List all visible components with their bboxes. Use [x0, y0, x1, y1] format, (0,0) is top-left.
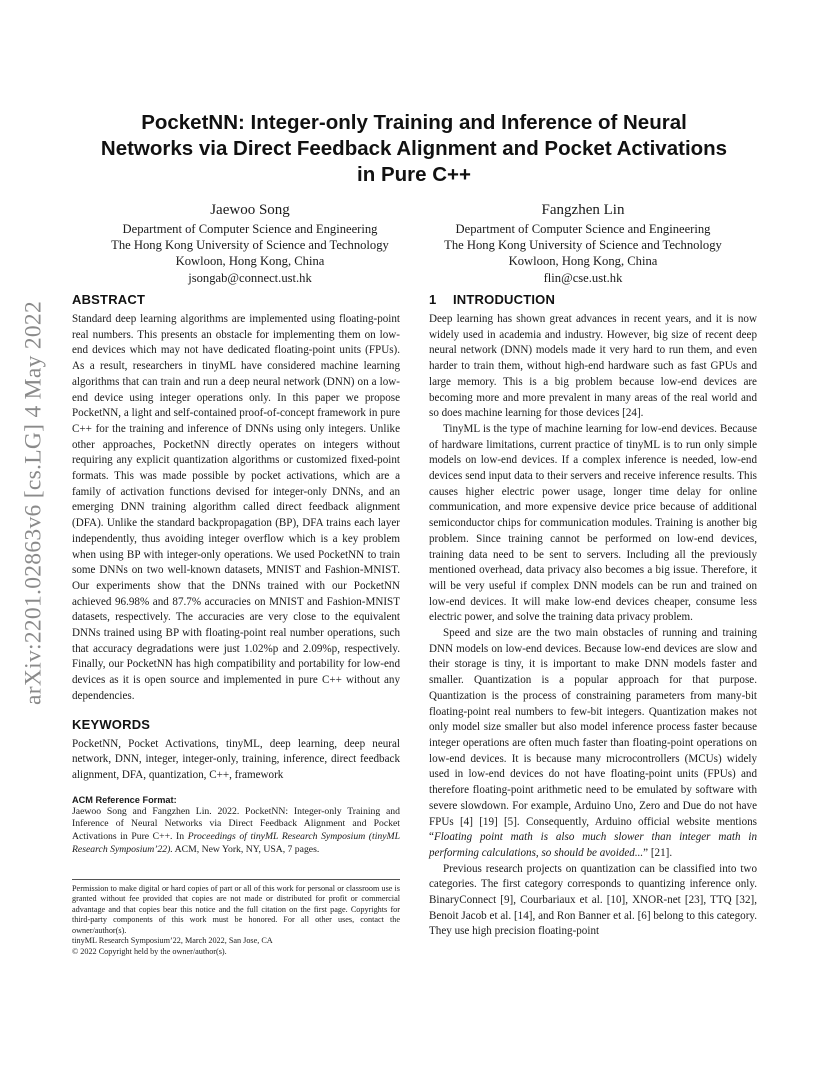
abstract-heading: ABSTRACT	[72, 292, 146, 307]
author-email: flin@cse.ust.hk	[543, 270, 623, 285]
keywords-heading: KEYWORDS	[72, 716, 151, 732]
intro-paragraph-3	[429, 626, 757, 862]
abstract-text: Standard deep learning algorithms are implemented using floating-point real numbers. This presents an obstacle for implementing them on low-end devices which may not have dedicated floating-point units (FPUs). As a result, researchers in tinyML have considered machine learning algorithms that can train and run a deep neural network (DNN) on a low-end device using integer operations only. In this paper we propose PocketNN, a light and self-contained proof-of-concept framework in pure C++ for the training and inference of DNNs using only integers. Unlike other approaches, PocketNN directly operates on integers without requiring any explicit quantization algorithms or customized fixed-point formats. This was made possible by pocket activations, which are a family of activation functions devised for integer-only DNNs, and an emerging DNN training algorithm called direct feedback alignment (DFA). Unlike the standard backpropagation (BP), DFA trains each layer independently, thus avoiding integer overflow which is a key problem when using BP with integer-only operations. We used PocketNN to train some DNNs on two well-known datasets, MNIST and Fashion-MNIST. Our experiments show that the DNNs trained with our PocketNN achieved 96.98% and 87.7% accuracies on MNIST and Fashion-MNIST datasets, respectively. The accuracies are very close to the equivalent DNNs trained using BP with floating-point real number operations, such that accuracy degradations were just 1.02%p and 2.09%p, respectively. Finally, our PocketNN has high compatibility and portability for low-end devices as it is open source and implemented in pure C++ without any dependencies.	[72, 313, 400, 702]
acm-reference-pre: Jaewoo Song and Fangzhen Lin. 2022. PocketNN: Integer-only Training and Inference of Neural Networks via Direct Feedback Alignment and Pocket Activations in Pure C++. In	[72, 805, 400, 843]
permission-notice: Permission to make digital or hard copies of part or all of this work for personal or classroom use is granted without fee provided that copies are not made or distributed for profit or commercial advantage and that copies bear this notice and the full citation on the first page. Copyrights for third-party components of this work must be honored. For all other uses, contact the owner/author(s).	[72, 883, 400, 935]
left-column	[72, 292, 400, 957]
author-name: Jaewoo Song	[210, 202, 290, 218]
author-location: Kowloon, Hong Kong, China	[508, 254, 658, 269]
author-department: Department of Computer Science and Engineering	[122, 222, 378, 236]
author-university: The Hong Kong University of Science and Technology	[444, 238, 722, 253]
acm-reference-heading: ACM Reference Format:	[72, 794, 177, 805]
footnote-divider	[72, 879, 400, 880]
author-location: Kowloon, Hong Kong, China	[175, 254, 325, 269]
right-column	[429, 292, 757, 940]
section-title: INTRODUCTION	[453, 292, 556, 307]
section-heading-introduction	[429, 292, 757, 308]
author-name: Fangzhen Lin	[541, 202, 625, 218]
acm-reference-venue: Proceedings of tinyML Research Symposium (tinyML Research Symposium’22).	[72, 831, 400, 855]
intro-paragraph-3-citation: ” [21].	[643, 846, 673, 859]
arxiv-stamp: arXiv:2201.02863v6 [cs.LG] 4 May 2022	[20, 301, 47, 706]
keywords-text: PocketNN, Pocket Activations, tinyML, deep learning, deep neural network, DNN, integer, integer-only, training, inference, direct feedback alignment, DFA, quantization, C++, framework	[72, 737, 400, 781]
intro-paragraph-4: Previous research projects on quantization can be classified into two categories. The first category corresponds to quantizing inference only. BinaryConnect [9], Courbariaux et al. [10], XNOR-net [23], TTQ [32], Benoit Jacob et al. [14], and Ron Banner et al. [6] belong to this category. They use high precision floating-point	[429, 862, 757, 938]
author-email: jsongab@connect.ust.hk	[188, 270, 312, 285]
author-block-1	[85, 202, 415, 286]
paper-title: PocketNN: Integer-only Training and Inference of Neural Networks via Direct Feedback Alignment and Pocket Activations in Pure C++	[100, 111, 728, 186]
author-department: Department of Computer Science and Engineering	[455, 222, 711, 236]
intro-paragraph-1: Deep learning has shown great advances in recent years, and it is now widely used in academia and industry. However, big size of recent deep neural network (DNN) models made it very hard to run them, and even harder to train them, without high-end hardware such as fast GPUs and large memory. This is a big problem because low-end devices are becoming more and more prevalent in many areas of the real world and so does machine learning for those devices [24].	[429, 313, 757, 420]
conference-venue: tinyML Research Symposium’22, March 2022, San Jose, CA	[72, 936, 273, 945]
author-block-2	[418, 202, 748, 286]
section-number: 1	[429, 292, 437, 307]
acm-reference-text	[72, 806, 400, 857]
intro-paragraph-2: TinyML is the type of machine learning for low-end devices. Because of hardware limitations, current practice of tinyML is to run only simple models on low-end devices. If a complex inference is needed, low-end devices send input data to their servers and receive inference results. This causes higher electric power usage, longer time delay for online communication, and more expensive device price because of additional semiconductor chips for communication modules. Training is another big problem. Since training cannot be performed on low-end devices, training data need to be sent to servers. Including all the previously mentioned overhead, data privacy also becomes a big issue. Therefore, it will be very useful if complex DNN models can be run and trained on low-end devices. It will make low-end devices cheaper, consume less electric power, and solve the training data privacy problem.	[429, 422, 757, 624]
acm-reference-post: ACM, New York, NY, USA, 7 pages.	[172, 843, 320, 855]
copyright-line: © 2022 Copyright held by the owner/author(s).	[72, 946, 227, 956]
author-university: The Hong Kong University of Science and Technology	[111, 238, 389, 253]
intro-paragraph-3-quote: Floating point math is also much slower than integer math in performing calculations, so should be avoided...	[429, 831, 757, 859]
intro-paragraph-3-text: Speed and size are the two main obstacles of running and training DNN models on low-end devices. Because low-end devices are slow and their storage is tiny, it is important to make DNN models faster and smaller. Quantization is a popular approach for that purpose. Quantization is the process of constraining parameters from many-bit floating-point real numbers to few-bit integers. Quantization makes not only model size smaller but also model inference process faster because integer operations are often much faster than floating-point operations on low-end devices. It is because many microcontrollers (MCUs) widely used in low-end devices do not have floating-point units (FPUs) and therefore floating-point arithmetic need to be emulated by software with severe slowdown. For example, Arduino Uno, Zero and Due do not have FPUs [4] [19] [5]. Consequently, Arduino official website mentions “	[429, 627, 757, 844]
